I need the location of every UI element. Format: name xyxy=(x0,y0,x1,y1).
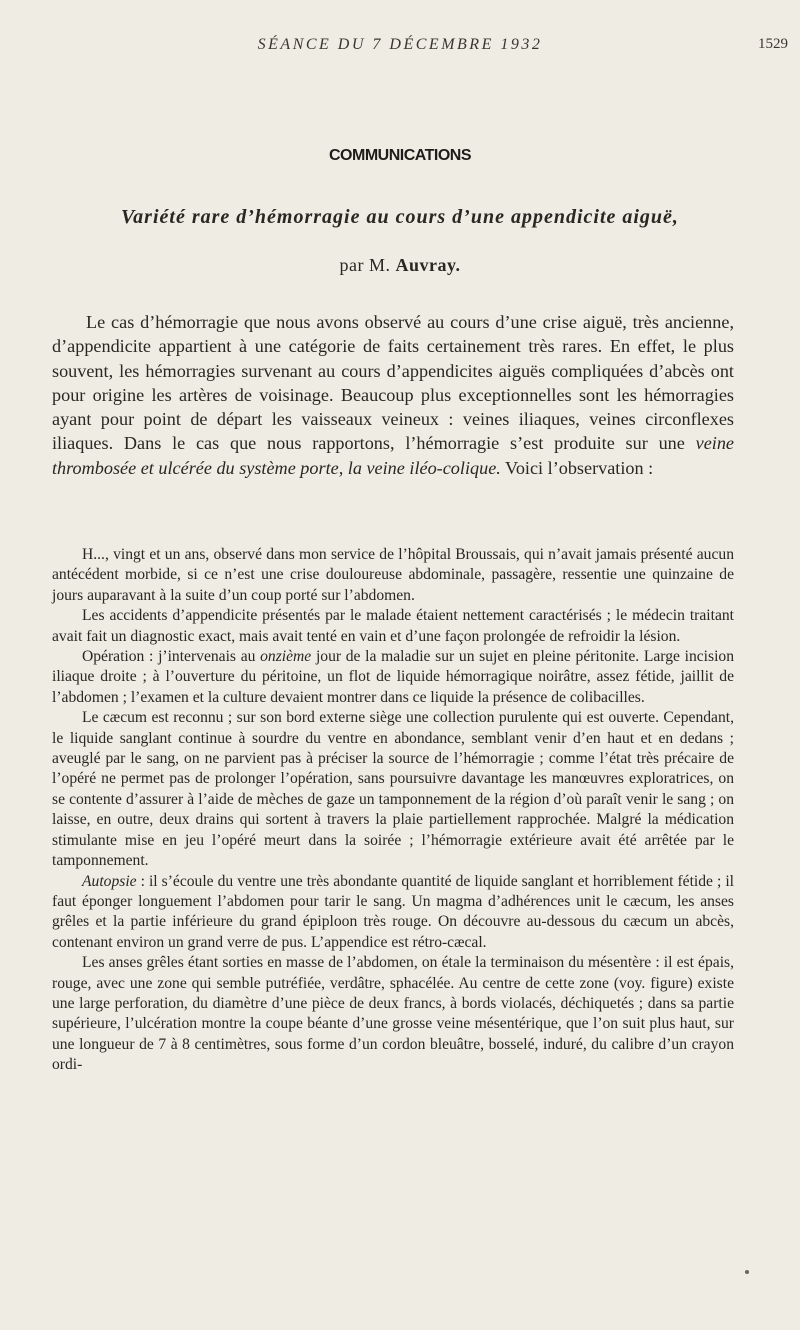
observation-paragraph-1: H..., vingt et un ans, observé dans mon service de l’hôpital Broussais, qui n’avait jamais présenté aucun antécédent morbide, si ce n’est une crise douloureuse abdominale, passagère, ressentie une quinzaine de jours auparavant à la suite d’un coup porté sur l’abdomen. xyxy=(52,546,734,604)
p3-italic: onzième xyxy=(260,648,312,666)
observation-paragraph-6: Les anses grêles étant sorties en masse de l’abdomen, on étale la terminaison du mésentère : il est épais, rouge, avec une zone qui semble putréfiée, verdâtre, sphacélée. Au centre de cette zone (voy. figure) existe une large perforation, du diamètre d’une pièce de deux francs, à bords violacés, déchiquetés ; dans sa partie supérieure, l’ulcération montre la coupe béante d’une grosse veine mésentérique, que l’on suit plus haut, sur une longueur de 7 à 8 centimètres, sous forme d’un cordon bleuâtre, bosselé, induré, du calibre d’un crayon ordi- xyxy=(52,954,734,1074)
intro-text-italic: veine thrombosée et ulcérée du système porte, la veine iléo-colique. xyxy=(52,433,735,478)
observation-paragraph-5 xyxy=(52,872,734,954)
intro-text-end: Voici l’observation : xyxy=(505,457,654,478)
article-title: Variété rare d’hémorragie au cours d’une appendicite aiguë, xyxy=(121,206,679,228)
p5-end: : il s’écoule du ventre une très abondante quantité de liquide sanglant et horriblement fétide ; il faut éponger longuement l’abdomen pour tarir le sang. Un magma d’adhérences unit le cæcum, les anses grêles et la partie inférieure du grand épiploon très rouge. On découvre au-dessous du cæcum un abcès, contenant environ un grand verre de pus. L’appendice est rétro-cæcal. xyxy=(52,872,734,951)
running-title: SÉANCE DU 7 DÉCEMBRE 1932 xyxy=(257,36,543,53)
intro-paragraph xyxy=(52,310,734,480)
observation-paragraph-2: Les accidents d’appendicite présentés par le malade étaient nettement caractérisés ; le médecin traitant avait fait un diagnostic exact, mais avait tenté en vain et d’une façon prolongée de refroidir la lésion. xyxy=(52,607,734,645)
p3-end: jour de la maladie sur un sujet en pleine péritonite. Large incision iliaque droite ; à l’ouverture du péritoine, un flot de liquide hémorragique noirâtre, assez fétide, jaillit de l’abdomen ; l’examen et la culture devaient montrer dans ce liquide la présence de colibacilles. xyxy=(52,648,735,706)
section-heading: COMMUNICATIONS xyxy=(328,147,472,164)
observation-body xyxy=(52,545,734,1076)
page-number: 1529 xyxy=(758,36,788,52)
byline xyxy=(0,255,800,276)
observation-paragraph-3 xyxy=(52,647,734,708)
print-speck xyxy=(745,1270,749,1274)
p3-start: Opération : j’intervenais au xyxy=(82,648,256,666)
intro-text-start: Le cas d’hémorragie que nous avons observé au cours d’une crise aiguë, très ancienne, d’appendicite appartient à une catégorie de faits certainement très rares. En effet, le plus souvent, les hémorragies survenant au cours d’appendicites aiguës compliquées d’abcès ont pour origine les artères de voisinage. Beaucoup plus exceptionnelles sont les hémorragies ayant pour point de départ les vaisseaux veineux : veines iliaques, veines circonflexes iliaques. Dans le cas que nous rapportons, l’hémorragie s’est produite sur une xyxy=(52,312,734,454)
byline-prefix: par M. xyxy=(339,255,391,275)
byline-author: Auvray. xyxy=(395,255,461,275)
observation-paragraph-4: Le cæcum est reconnu ; sur son bord externe siège une collection purulente qui est ouverte. Cependant, le liquide sanglant continue à sourdre du ventre en abondance, semblant venir d’en haut et en dedans ; aveuglé par le sang, on ne parvient pas à préciser la source de l’hémorragie ; comme l’état très précaire de l’opéré ne permet pas de prolonger l’opération, sans poursuivre davantage les manœuvres exploratrices, on se contente d’assurer à l’aide de mèches de gaze un tamponnement de la région d’où paraît venir le sang ; on laisse, en outre, deux drains qui sortent à travers la plaie partiellement rapprochée. Malgré la médication stimulante mise en jeu l’opéré meurt dans la soirée ; l’hémorragie extérieure avait été arrêtée par le tamponnement. xyxy=(52,709,734,870)
p5-italic: Autopsie xyxy=(82,872,137,890)
